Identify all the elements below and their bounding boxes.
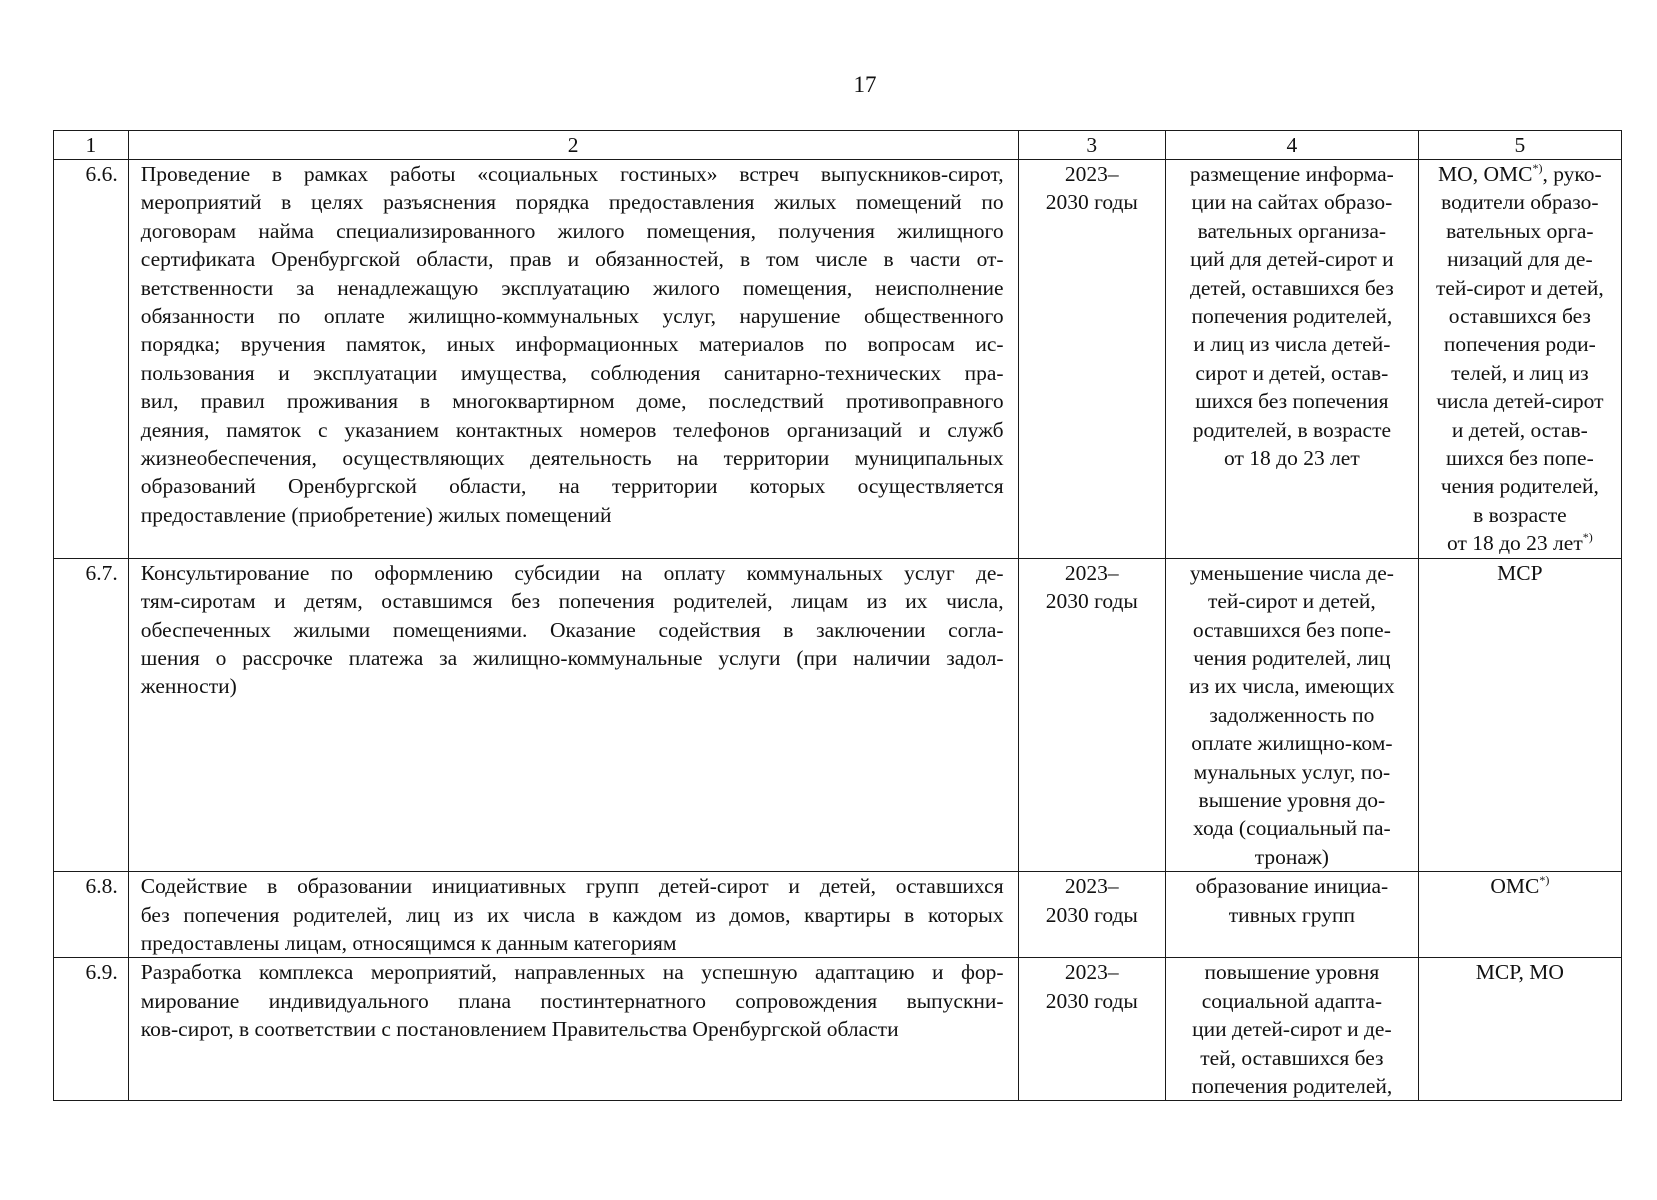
header-cell-2: 2 — [128, 131, 1018, 160]
table.rows.1-line: МСР — [1497, 560, 1543, 585]
description-line: женности) — [140, 674, 237, 699]
table.rows.1-line: уменьшение числа де- — [1189, 560, 1394, 585]
page-number: 17 — [853, 72, 877, 97]
description-line: шения о рассрочке платежа за жилищно-коммунальные услуги (при наличии задол- — [140, 645, 1004, 670]
table.rows.0-line: чения родителей, — [1440, 474, 1599, 499]
measures-table — [53, 130, 1622, 1101]
table.rows.1-line: тей-сирот и детей, — [1207, 589, 1376, 614]
description-line: Проведение в рамках работы «социальных гостиных» встреч выпускников-сирот, — [140, 162, 1004, 186]
term-cell — [1018, 958, 1165, 1101]
table.rows.1-line: тронаж) — [1254, 844, 1329, 869]
executors — [1418, 160, 1621, 559]
term-cell — [1018, 872, 1165, 958]
table.rows.3-line: 2023– — [1064, 960, 1119, 985]
table.rows.1-line: мунальных услуг, по- — [1193, 759, 1391, 784]
table.rows.1-line: задолженность по — [1209, 702, 1375, 727]
table.rows.1-line: оплате жилищно-ком- — [1191, 731, 1393, 756]
description-line: ветственности за ненадлежащую эксплуатацию жилого помещения, неисполнение — [140, 275, 1004, 300]
table.rows.0-line: размещение информа- — [1189, 162, 1394, 186]
measure-description — [128, 958, 1018, 1101]
table.rows.2-line: ОМС*) — [1490, 873, 1550, 899]
executors — [1418, 958, 1621, 1101]
table.rows.0-line: попечения родителей, — [1191, 304, 1393, 329]
table.rows.0-line: вательных организа- — [1197, 218, 1387, 243]
table.rows.2-line: образование инициа- — [1195, 874, 1389, 899]
table.rows.0-line: и лиц из числа детей- — [1193, 332, 1391, 357]
table.rows.2-line: 2023– — [1064, 874, 1119, 899]
description-line: мероприятий в целях разъяснения порядка предоставления жилых помещений по — [140, 190, 1004, 215]
table.rows.0-line: тей-сирот и детей, — [1435, 275, 1604, 300]
row-number: 6.9. — [54, 958, 129, 1101]
table.rows.0-line: от 18 до 23 лет*) — [1447, 530, 1593, 556]
table.rows.3-line: 2030 годы — [1045, 988, 1138, 1013]
description-line: вил, правил проживания в многоквартирном доме, последствий противоправного — [140, 389, 1004, 414]
description-line: Консультирование по оформлению субсидии на оплату коммунальных услуг де- — [140, 560, 1004, 585]
row-number: 6.8. — [54, 872, 129, 958]
table-row — [54, 872, 1622, 958]
description-line: образований Оренбургской области, на территории которых осуществляется — [140, 474, 1004, 499]
table.rows.0-line: в возрасте — [1473, 502, 1567, 527]
table.rows.0-line: и детей, остав- — [1451, 417, 1588, 442]
table.rows.1-line: 2030 годы — [1045, 589, 1138, 614]
table.rows.0-line: числа детей-сирот — [1436, 389, 1604, 414]
table.rows.3-line: попечения родителей, — [1191, 1074, 1393, 1098]
table.rows.0-line: 2023– — [1064, 162, 1119, 186]
description-line: сертификата Оренбургской области, прав и обязанностей, в том числе в части от- — [140, 247, 1004, 272]
description-line: порядка; вручения памяток, иных информационных материалов по вопросам ис- — [140, 332, 1004, 357]
table.rows.3-line: ции детей-сирот и де- — [1192, 1017, 1392, 1042]
description-line: пользования и эксплуатации имущества, соблюдения санитарно-технических пра- — [140, 360, 1004, 385]
description-line: предоставление (приобретение) жилых помещений — [140, 502, 612, 527]
description-line: деяния, памяток с указанием контактных номеров телефонов организаций и служб — [140, 417, 1004, 442]
term-cell — [1018, 558, 1165, 871]
description-line: обязанности по оплате жилищно-коммунальных услуг, нарушение общественного — [140, 304, 1004, 329]
table.rows.1-line: 2023– — [1064, 560, 1119, 585]
table-row — [54, 958, 1622, 1101]
table.rows.0-line: от 18 до 23 лет — [1224, 446, 1360, 471]
executors — [1418, 872, 1621, 958]
table.rows.0-line: оставшихся без — [1448, 304, 1591, 329]
table.rows.1-line: хода (социальный па- — [1193, 816, 1391, 841]
description-line: Разработка комплекса мероприятий, направленных на успешную адаптацию и фор- — [140, 960, 1004, 985]
expected-result — [1166, 558, 1419, 871]
measure-description — [128, 160, 1018, 559]
term-cell — [1018, 160, 1165, 559]
table.rows.0-line: шихся без попе- — [1445, 446, 1594, 471]
table.rows.3-line: тей, оставшихся без — [1200, 1045, 1384, 1070]
header-cell-1: 1 — [54, 131, 129, 160]
table.rows.2-line: 2030 годы — [1045, 902, 1138, 927]
table.rows.0-line: детей, оставшихся без — [1189, 275, 1394, 300]
table.rows.1-line: оставшихся без попе- — [1192, 617, 1391, 642]
table.rows.0-line: ции на сайтах образо- — [1191, 190, 1393, 215]
table.rows.0-line: 2030 годы — [1045, 190, 1138, 215]
measure-description — [128, 872, 1018, 958]
table-header-row — [54, 131, 1622, 160]
row-number: 6.6. — [54, 160, 129, 559]
description-line: обеспеченных жилыми помещениями. Оказание содействия в заключении согла- — [140, 617, 1004, 642]
table.rows.3-line: социальной адапта- — [1201, 988, 1383, 1013]
description-line: предоставлены лицам, относящимся к данным категориям — [140, 930, 677, 955]
header-cell-4: 4 — [1166, 131, 1419, 160]
table.rows.0-line: ций для детей-сирот и — [1190, 247, 1394, 272]
table.rows.0-line: низаций для де- — [1447, 247, 1593, 272]
expected-result — [1166, 160, 1419, 559]
row-number: 6.7. — [54, 558, 129, 871]
description-line: без попечения родителей, лиц из их числа в каждом из домов, квартиры в которых — [140, 902, 1004, 927]
description-line: тям-сиротам и детям, оставшимся без попечения родителей, лицам из их числа, — [140, 589, 1004, 614]
header-cell-3: 3 — [1018, 131, 1165, 160]
table.rows.0-line: вательных орга- — [1446, 218, 1594, 243]
header-cell-5: 5 — [1418, 131, 1621, 160]
table.rows.1-line: чения родителей, лиц — [1193, 645, 1391, 670]
description-line: жизнеобеспечения, осуществляющих деятельность на территории муниципальных — [140, 446, 1004, 471]
table-row — [54, 558, 1622, 871]
measure-description — [128, 558, 1018, 871]
executors — [1418, 558, 1621, 871]
description-line: ков-сирот, в соответствии с постановлением Правительства Оренбургской области — [140, 1017, 899, 1042]
table.rows.0-line: шихся без попечения — [1195, 389, 1389, 414]
table.rows.0-line: сирот и детей, остав- — [1195, 360, 1389, 385]
table.rows.2-line: тивных групп — [1228, 902, 1355, 927]
description-line: мирование индивидуального плана постинтернатного сопровождения выпускни- — [140, 988, 1004, 1013]
description-line: Содействие в образовании инициативных групп детей-сирот и детей, оставшихся — [140, 874, 1004, 899]
table.rows.1-line: из их числа, имеющих — [1189, 674, 1395, 699]
table.rows.0-line: водители образо- — [1441, 190, 1599, 215]
table.rows.3-line: повышение уровня — [1204, 960, 1380, 985]
expected-result — [1166, 958, 1419, 1101]
table.rows.1-line: вышение уровня до- — [1198, 787, 1386, 812]
table.rows.0-line: родителей, в возрасте — [1192, 417, 1392, 442]
table-row — [54, 160, 1622, 559]
expected-result — [1166, 872, 1419, 958]
table.rows.0-line: телей, и лиц из — [1451, 360, 1589, 385]
table.rows.3-line: МСР, МО — [1475, 960, 1564, 985]
table.rows.0-line: МО, ОМС*), руко- — [1438, 161, 1602, 186]
table.rows.0-line: попечения роди- — [1443, 332, 1596, 357]
description-line: договорам найма специализированного жилого помещения, получения жилищного — [140, 218, 1004, 243]
